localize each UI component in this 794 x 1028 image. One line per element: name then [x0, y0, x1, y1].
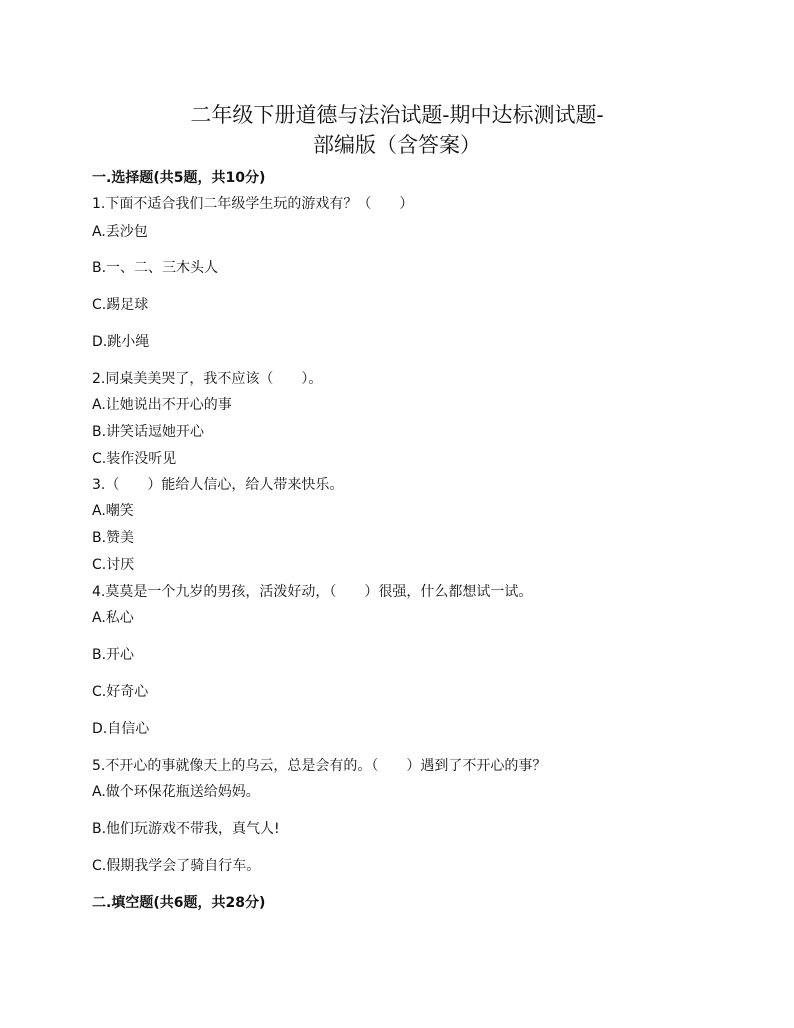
question-5-stem: 5.不开心的事就像天上的乌云，总是会有的。（ ）遇到了不开心的事？ — [92, 758, 547, 774]
question-5-option-c: C.假期我学会了骑自行车。 — [92, 858, 261, 874]
question-4-option-c: C.好奇心 — [92, 684, 149, 700]
question-2-option-a: A.让她说出不开心的事 — [92, 397, 232, 413]
question-3-option-a: A.嘲笑 — [92, 503, 134, 519]
section-heading-fill-in: 二.填空题(共6题，共28分) — [92, 895, 266, 911]
question-4-option-a: A.私心 — [92, 610, 134, 626]
question-3-option-c: C.讨厌 — [92, 557, 135, 573]
question-1-option-b: B.一、二、三木头人 — [92, 260, 219, 276]
question-3-stem: 3.（ ）能给人信心，给人带来快乐。 — [92, 477, 344, 493]
section-heading-choice: 一.选择题(共5题，共10分) — [92, 170, 266, 186]
question-1-stem: 1.下面不适合我们二年级学生玩的游戏有？（ ） — [92, 196, 414, 212]
question-1-option-a: A.丢沙包 — [92, 224, 148, 240]
question-2-stem: 2.同桌美美哭了，我不应该（ ）。 — [92, 371, 323, 387]
question-2-option-c: C.装作没听见 — [92, 451, 177, 467]
document-title-line-1: 二年级下册道德与法治试题-期中达标测试题- — [190, 103, 604, 127]
question-5-option-a: A.做个环保花瓶送给妈妈。 — [92, 784, 260, 800]
question-4-option-d: D.自信心 — [92, 721, 150, 737]
question-2-option-b: B.讲笑话逗她开心 — [92, 424, 205, 440]
question-5-option-b: B.他们玩游戏不带我，真气人! — [92, 821, 280, 837]
question-4-stem: 4.莫莫是一个九岁的男孩，活泼好动，（ ）很强，什么都想试一试。 — [92, 584, 533, 600]
question-3-option-b: B.赞美 — [92, 530, 135, 546]
question-1-option-c: C.踢足球 — [92, 297, 149, 313]
document-title-line-2: 部编版（含答案） — [313, 133, 481, 157]
question-1-option-d: D.跳小绳 — [92, 334, 150, 350]
question-4-option-b: B.开心 — [92, 647, 135, 663]
